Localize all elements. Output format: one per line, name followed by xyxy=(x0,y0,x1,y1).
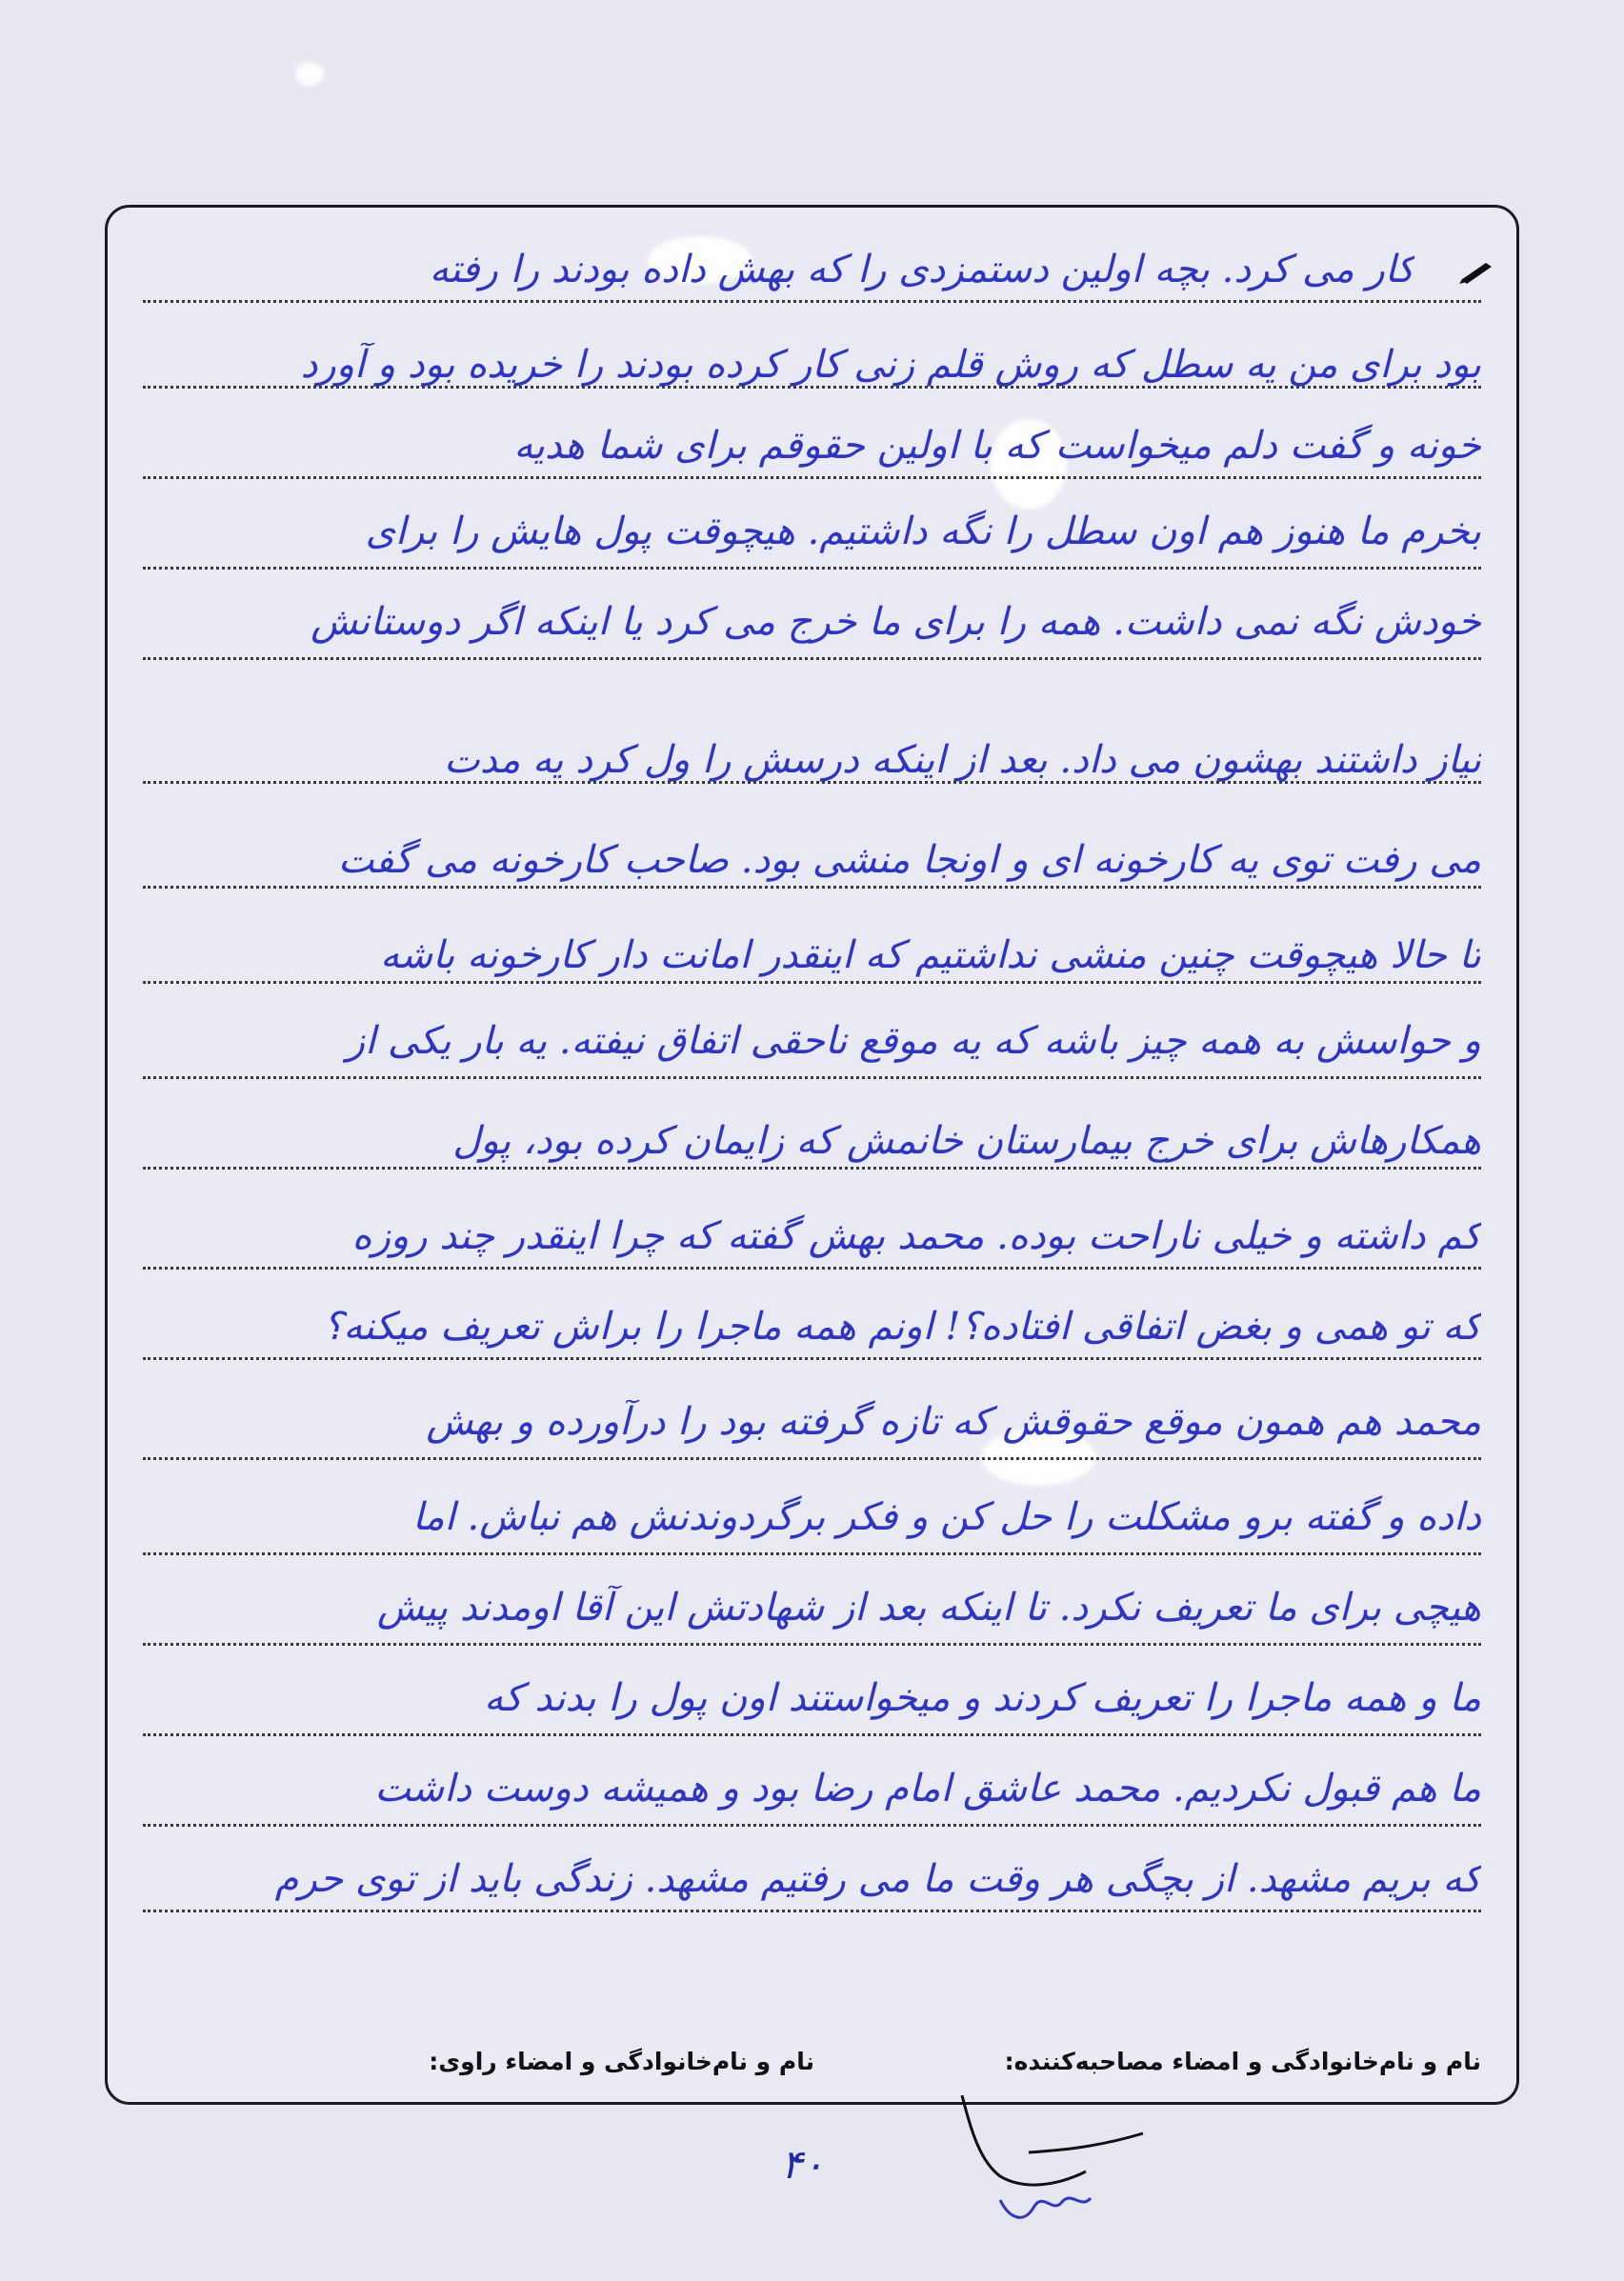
page-number: ۴۰ xyxy=(781,2141,825,2188)
dotted-rule xyxy=(143,1076,1481,1079)
narrator-signature-label: نام و نام‌خانوادگی و امضاء راوی: xyxy=(429,2048,814,2075)
handwritten-line: داده و گفته برو مشکلت را حل کن و فکر برگردوندنش هم نباش. اما xyxy=(412,1495,1481,1539)
signature-labels xyxy=(143,2048,1481,2086)
handwritten-body xyxy=(143,248,1481,1914)
dotted-rule xyxy=(143,781,1481,784)
handwritten-line: بخرم ما هنوز هم اون سطل را نگه داشتیم. هیچوقت پول هایش را برای xyxy=(365,510,1481,553)
handwritten-line: خودش نگه نمی داشت. همه را برای ما خرج می کرد یا اینکه اگر دوستانش xyxy=(311,600,1481,644)
dotted-rule xyxy=(143,1733,1481,1736)
handwritten-line: نیاز داشتند بهشون می داد. بعد از اینکه درسش را ول کرد یه مدت xyxy=(444,738,1481,782)
dotted-rule xyxy=(143,886,1481,889)
handwritten-line: ما و همه ماجرا را تعریف کردند و میخواستند اون پول را بدند که xyxy=(484,1676,1481,1720)
handwritten-line: می رفت توی یه کارخونه ای و اونجا منشی بود. صاحب کارخونه می گفت xyxy=(337,838,1481,882)
dotted-rule xyxy=(143,1552,1481,1555)
handwritten-line: محمد هم همون موقع حقوقش که تازه گرفته بود را درآورده و بهش xyxy=(426,1400,1481,1444)
handwritten-line: که بریم مشهد. از بچگی هر وقت ما می رفتیم مشهد. زندگی باید از توی حرم xyxy=(274,1857,1481,1901)
handwritten-line: تا حالا هیچوقت چنین منشی نداشتیم که اینقدر امانت دار کارخونه باشه xyxy=(380,933,1481,977)
dotted-rule xyxy=(143,1267,1481,1270)
correction-blot xyxy=(295,62,324,86)
dotted-rule xyxy=(143,476,1481,479)
dotted-rule xyxy=(143,300,1481,303)
handwritten-line: و حواسش به همه چیز باشه که یه موقع ناحقی اتفاق نیفته. یه بار یکی از xyxy=(346,1019,1481,1063)
dotted-rule xyxy=(143,657,1481,660)
interviewer-signature-label: نام و نام‌خانوادگی و امضاء مصاحبه‌کننده: xyxy=(1004,2048,1481,2075)
handwritten-signature xyxy=(857,2095,1162,2229)
handwritten-line: بود برای من یه سطل که روش قلم زنی کار کرده بودند را خریده بود و آورد xyxy=(300,343,1481,387)
dotted-rule xyxy=(143,981,1481,984)
handwritten-line: ما هم قبول نکردیم. محمد عاشق امام رضا بود و همیشه دوست داشت xyxy=(374,1767,1481,1811)
dotted-rule xyxy=(143,1457,1481,1460)
handwritten-line: همکارهاش برای خرج بیمارستان خانمش که زایمان کرده بود، پول xyxy=(452,1119,1481,1163)
handwritten-line: خونه و گفت دلم میخواست که با اولین حقوقم برای شما هدیه xyxy=(513,424,1481,468)
dotted-rule xyxy=(143,1824,1481,1827)
dotted-rule xyxy=(143,1357,1481,1360)
dotted-rule xyxy=(143,1910,1481,1912)
handwritten-line: هیچی برای ما تعریف نکرد. تا اینکه بعد از شهادتش این آقا اومدند پیش xyxy=(376,1586,1481,1630)
dotted-rule xyxy=(143,1643,1481,1646)
handwritten-line: کم داشته و خیلی ناراحت بوده. محمد بهش گفته که چرا اینقدر چند روزه xyxy=(351,1214,1481,1258)
dotted-rule xyxy=(143,567,1481,570)
handwritten-line: که تو همی و بغض اتفاقی افتاده؟! اونم همه ماجرا را براش تعریف میکنه؟ xyxy=(323,1305,1481,1349)
handwritten-line: کار می کرد. بچه اولین دستمزدی را که بهش داده بودند را رفته xyxy=(429,248,1414,291)
dotted-rule xyxy=(143,1167,1481,1170)
dotted-rule xyxy=(143,386,1481,389)
